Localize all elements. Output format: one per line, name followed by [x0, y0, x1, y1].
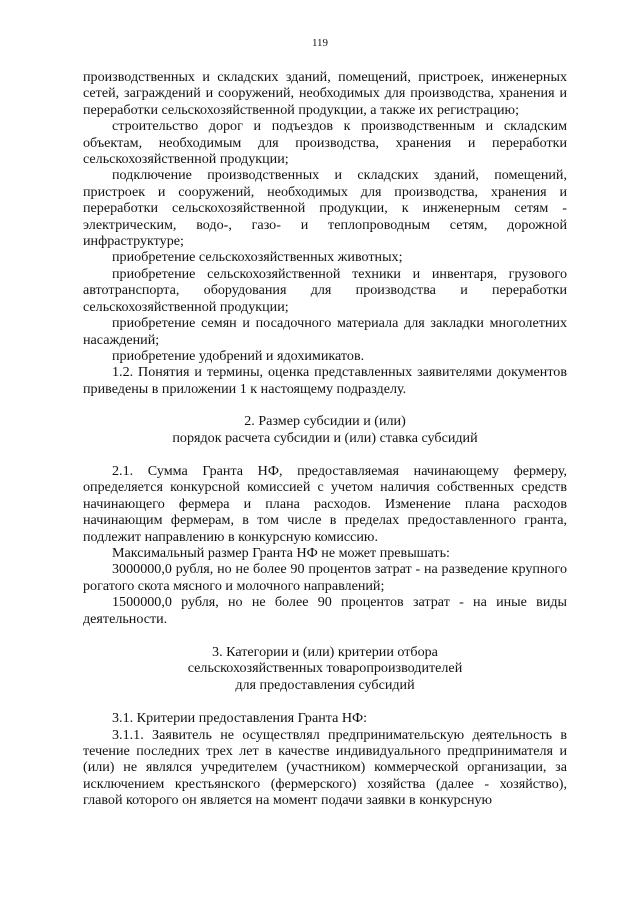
paragraph: 1500000,0 рубля, но не более 90 процентов затрат - на иные виды деятельности. [83, 594, 567, 627]
paragraph: приобретение сельскохозяйственной техники и инвентаря, грузового автотранспорта, оборудования для производства и переработки сельскохозяйственной продукции; [83, 265, 567, 315]
section-3-heading-line-1: 3. Категории и (или) критерии отбора [212, 644, 438, 660]
paragraph: Максимальный размер Гранта НФ не может превышать: [112, 544, 450, 561]
paragraph: 2.1. Сумма Гранта НФ, предоставляемая начинающему фермеру, определяется конкурсной комиссией с учетом наличия собственных средств начинающего фермера и плана расходов. Изменение плана расходов начинающим фермерам, в том числе в пределах предоставленного гранта, подлежит направлению в конкурсную комиссию. [83, 462, 567, 545]
paragraph: приобретение семян и посадочного материала для закладки многолетних насаждений; [83, 315, 567, 348]
paragraph: 3.1.1. Заявитель не осуществлял предпринимательскую деятельность в течение последних трех лет в качестве индивидуального предпринимателя и (или) не являлся учредителем (участником) коммерческой организации, за исключением крестьянского (фермерского) хозяйства (далее - хозяйство), главой которого он является на момент подачи заявки в конкурсную [83, 726, 567, 809]
section-3-heading-line-2: сельскохозяйственных товаропроизводителей [187, 660, 463, 677]
section-2-heading-line-2: порядок расчета субсидии и (или) ставка субсидий [172, 429, 478, 446]
paragraph: 3.1. Критерии предоставления Гранта НФ: [112, 710, 368, 727]
section-3-heading-line-3: для предоставления субсидий [235, 676, 415, 693]
section-2-heading-line-1: 2. Размер субсидии и (или) [244, 413, 406, 430]
paragraph: 1.2. Понятия и термины, оценка представленных заявителями документов приведены в приложении 1 к настоящему подразделу. [83, 364, 567, 397]
paragraph: производственных и складских зданий, помещений, пристроек, инженерных сетей, заграждений и сооружений, необходимых для производства, хранения и переработки сельскохозяйственной продукции, а также их регистрацию; [83, 69, 567, 118]
paragraph: 3000000,0 рубля, но не более 90 процентов затрат - на разведение крупного рогатого скота мясного и молочного направлений; [83, 561, 567, 594]
paragraph: подключение производственных и складских зданий, помещений, пристроек и сооружений, необходимых для производства, хранения и переработки сельскохозяйственной продукции, к инженерным сетям - электрическим, водо-, газо- и теплопроводным сетям, дорожной инфраструктуре; [83, 167, 567, 250]
document-body [83, 69, 567, 809]
page-number: 119 [311, 37, 329, 49]
paragraph: приобретение сельскохозяйственных животных; [112, 249, 403, 266]
paragraph: строительство дорог и подъездов к производственным и складским объектам, необходимым для производства, хранения и переработки сельскохозяйственной продукции; [83, 118, 567, 168]
paragraph: приобретение удобрений и ядохимикатов. [112, 347, 365, 364]
